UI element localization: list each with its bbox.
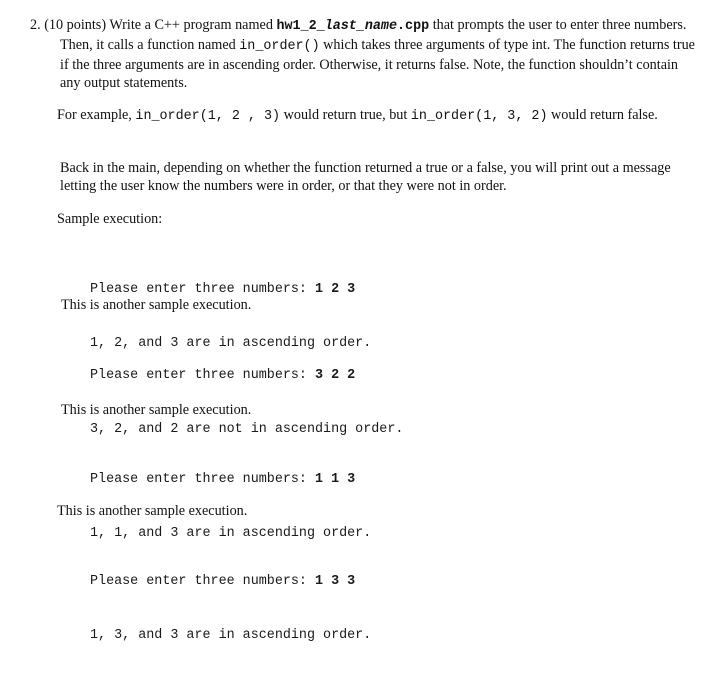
sample-output: 1, 2, and 3 are in ascending order. (90, 336, 372, 351)
function-name: in_order() (239, 39, 320, 54)
main-paragraph: Back in the main, depending on whether the function returned a true or a false, you will print out a message letting the user know the numbers were in order, or that they were not in order. (60, 160, 671, 194)
sample-prompt-line (90, 367, 403, 385)
sample-prompt-line (90, 573, 371, 591)
sample-prompt: Please enter three numbers: (90, 368, 315, 383)
sample-prompt: Please enter three numbers: (90, 574, 315, 589)
question-body (30, 16, 700, 92)
question-intro-1: Write a C++ program named (106, 17, 277, 33)
question-text (30, 16, 700, 92)
sample-label: This is another sample execution. (61, 297, 252, 313)
sample-input: 1 3 3 (315, 574, 356, 589)
sample-label: This is another sample execution. (61, 402, 252, 418)
sample-output: 1, 1, and 3 are in ascending order. (90, 526, 372, 541)
example-call-2: in_order(1, 3, 2) (410, 109, 548, 124)
example-paragraph (57, 106, 697, 126)
sample-input: 1 2 3 (315, 282, 356, 297)
sample-label: Sample execution: (57, 211, 163, 227)
question-number: 2. (30, 17, 41, 33)
filename-extension: .cpp (397, 19, 430, 34)
sample-input: 1 1 3 (315, 472, 356, 487)
example-text-2: would return true, but (280, 107, 411, 123)
sample-output: 3, 2, and 2 are not in ascending order. (90, 422, 404, 437)
filename-lastname: last_name (324, 19, 398, 34)
sample-prompt-line (90, 471, 371, 489)
question-intro-2: that prompts the user to enter three numbers. Then, it calls a function named (60, 17, 687, 53)
sample-input: 3 2 2 (315, 368, 356, 383)
example-call-1: in_order(1, 2 , 3) (135, 109, 281, 124)
question-intro-3: which takes three arguments of type int. The function returns true if the three arguments are in ascending order. Otherwise, it returns false. Note, the function shouldn’t contain any output statements. (60, 37, 695, 91)
sample-output: 1, 3, and 3 are in ascending order. (90, 628, 372, 643)
question-points: (10 points) (44, 17, 107, 33)
sample-prompt: Please enter three numbers: (90, 282, 315, 297)
example-text-3: would return false. (547, 107, 658, 123)
example-text-1: For example, (57, 107, 136, 123)
sample-prompt: Please enter three numbers: (90, 472, 315, 487)
sample-label: This is another sample execution. (57, 503, 248, 519)
filename-prefix: hw1_2_ (276, 19, 325, 34)
sample-execution-block (90, 537, 371, 681)
